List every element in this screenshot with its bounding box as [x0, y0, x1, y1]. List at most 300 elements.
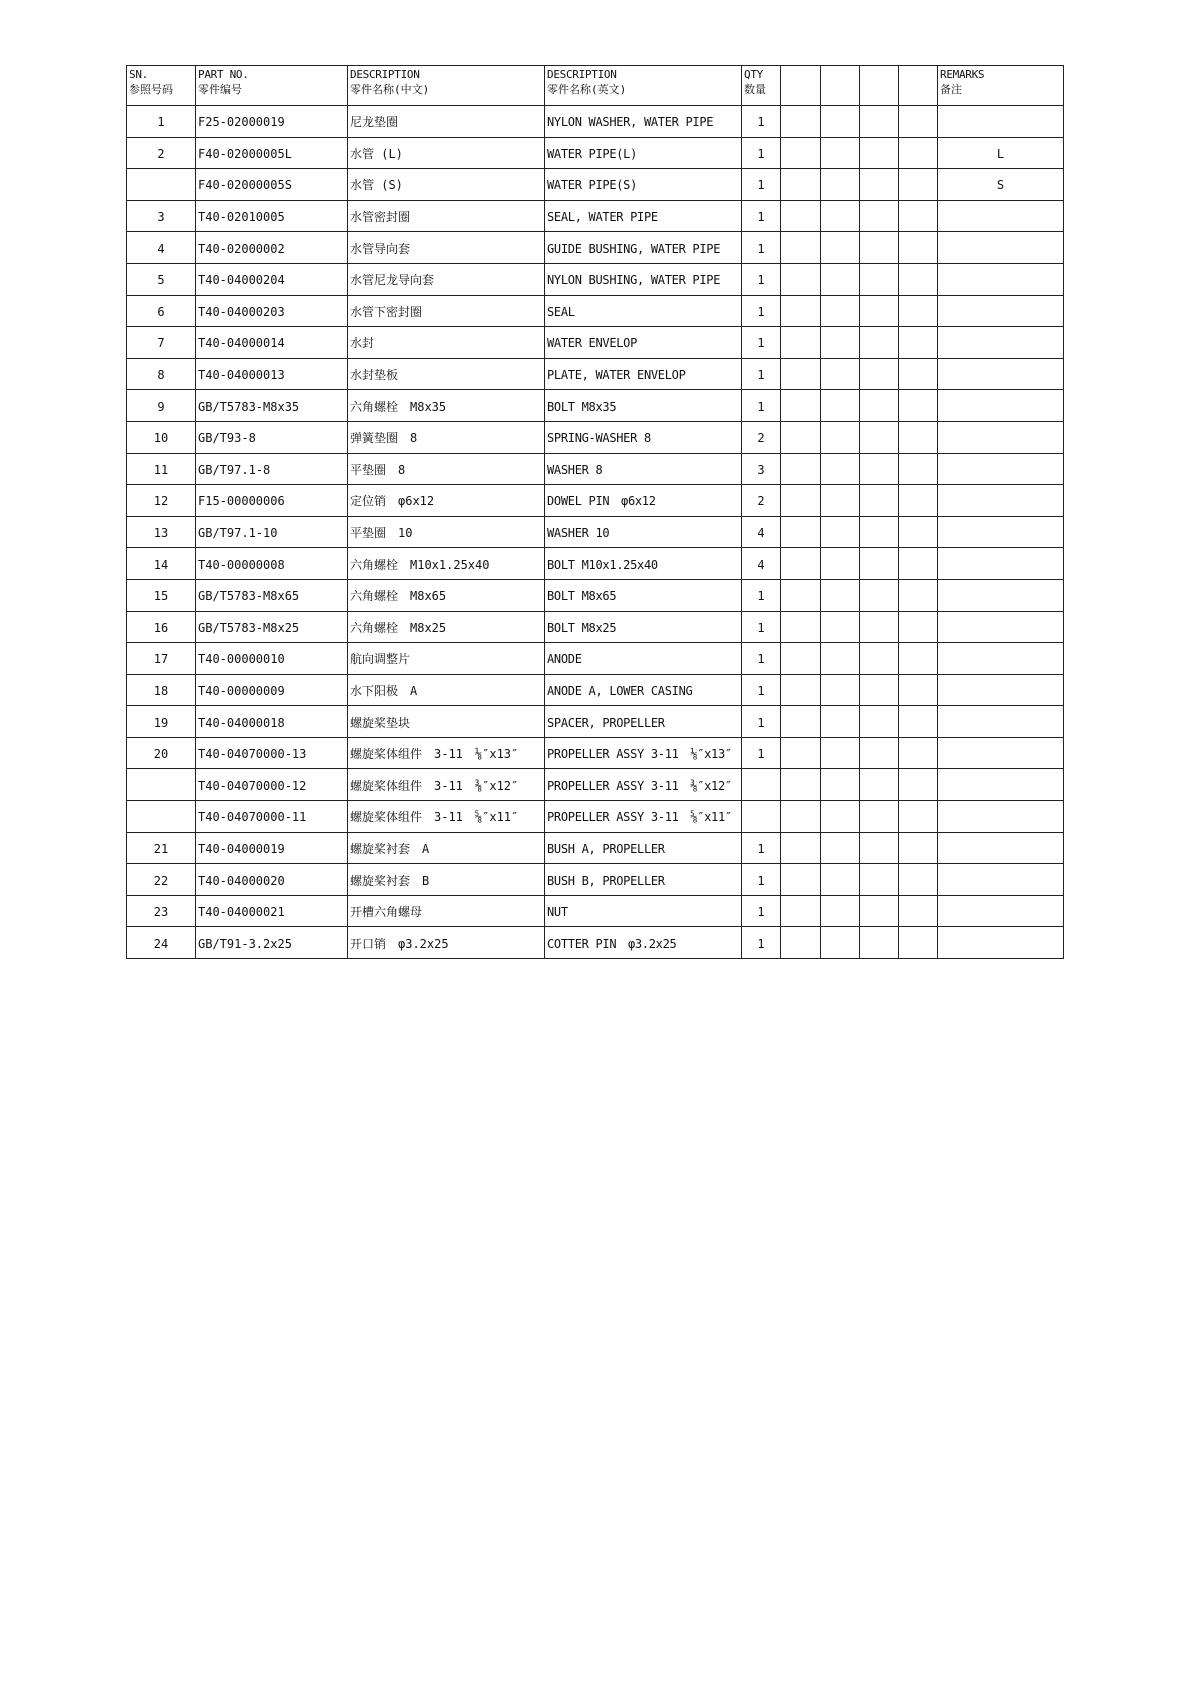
cell-qty: 2: [742, 421, 781, 453]
cell-desc-zh: 六角螺栓 M8x65: [348, 579, 545, 611]
cell-desc-zh: 开槽六角螺母: [348, 895, 545, 927]
cell-desc-en: SEAL, WATER PIPE: [545, 200, 742, 232]
cell-sn: 6: [127, 295, 196, 327]
cell-blank: [899, 327, 938, 359]
cell-blank: [821, 263, 860, 295]
cell-blank: [781, 485, 821, 517]
cell-blank: [781, 769, 821, 801]
table-row: [127, 327, 1064, 359]
cell-qty: 1: [742, 579, 781, 611]
cell-part-no: T40-04070000-12: [196, 769, 348, 801]
cell-desc-zh: 尼龙垫圈: [348, 106, 545, 138]
cell-desc-zh: 开口销 φ3.2x25: [348, 927, 545, 959]
cell-qty: [742, 801, 781, 833]
cell-blank: [781, 295, 821, 327]
header-desc-en: DESCRIPTION 零件名称(英文): [545, 66, 742, 106]
cell-blank: [821, 769, 860, 801]
cell-blank: [860, 737, 899, 769]
cell-desc-en: COTTER PIN φ3.2x25: [545, 927, 742, 959]
cell-blank: [899, 895, 938, 927]
cell-qty: 1: [742, 137, 781, 169]
table-row: [127, 769, 1064, 801]
parts-list-sheet: [126, 65, 1063, 959]
cell-part-no: T40-04070000-11: [196, 801, 348, 833]
cell-blank: [899, 737, 938, 769]
cell-blank: [860, 643, 899, 675]
cell-part-no: T40-04000204: [196, 263, 348, 295]
cell-blank: [860, 200, 899, 232]
cell-part-no: GB/T97.1-10: [196, 516, 348, 548]
cell-blank: [781, 169, 821, 201]
cell-blank: [821, 358, 860, 390]
cell-blank: [860, 801, 899, 833]
cell-qty: 1: [742, 200, 781, 232]
cell-desc-en: WATER PIPE(S): [545, 169, 742, 201]
table-row: [127, 453, 1064, 485]
cell-blank: [860, 769, 899, 801]
cell-blank: [821, 864, 860, 896]
cell-desc-zh: 平垫圈 10: [348, 516, 545, 548]
cell-blank: [821, 137, 860, 169]
cell-blank: [860, 895, 899, 927]
cell-qty: 1: [742, 169, 781, 201]
cell-blank: [821, 485, 860, 517]
cell-blank: [821, 169, 860, 201]
cell-sn: 5: [127, 263, 196, 295]
cell-qty: 1: [742, 358, 781, 390]
cell-desc-en: NYLON WASHER, WATER PIPE: [545, 106, 742, 138]
cell-blank: [821, 927, 860, 959]
cell-blank: [821, 106, 860, 138]
cell-desc-zh: 弹簧垫圈 8: [348, 421, 545, 453]
table-row: [127, 263, 1064, 295]
cell-desc-zh: 水管下密封圈: [348, 295, 545, 327]
table-row: [127, 611, 1064, 643]
cell-desc-en: WASHER 8: [545, 453, 742, 485]
cell-blank: [821, 611, 860, 643]
table-row: [127, 864, 1064, 896]
header-row: [127, 66, 1064, 106]
cell-blank: [781, 548, 821, 580]
cell-blank: [781, 106, 821, 138]
cell-blank: [860, 674, 899, 706]
cell-blank: [860, 927, 899, 959]
cell-part-no: T40-04070000-13: [196, 737, 348, 769]
cell-blank: [821, 737, 860, 769]
cell-part-no: GB/T5783-M8x65: [196, 579, 348, 611]
header-blank-2: [821, 66, 860, 106]
cell-qty: 1: [742, 232, 781, 264]
cell-qty: 4: [742, 548, 781, 580]
cell-blank: [821, 832, 860, 864]
cell-part-no: T40-04000021: [196, 895, 348, 927]
cell-desc-en: WATER ENVELOP: [545, 327, 742, 359]
cell-blank: [781, 390, 821, 422]
cell-qty: 1: [742, 737, 781, 769]
cell-blank: [781, 611, 821, 643]
cell-blank: [899, 390, 938, 422]
cell-remarks: [938, 927, 1064, 959]
cell-blank: [899, 106, 938, 138]
cell-qty: 2: [742, 485, 781, 517]
cell-part-no: T40-04000014: [196, 327, 348, 359]
cell-blank: [860, 832, 899, 864]
cell-blank: [860, 453, 899, 485]
cell-sn: 24: [127, 927, 196, 959]
cell-blank: [781, 453, 821, 485]
cell-blank: [821, 674, 860, 706]
cell-desc-en: ANODE: [545, 643, 742, 675]
cell-blank: [821, 295, 860, 327]
table-row: [127, 706, 1064, 738]
cell-blank: [781, 832, 821, 864]
cell-part-no: T40-04000020: [196, 864, 348, 896]
cell-desc-en: PROPELLER ASSY 3-11 ⅝″x11″: [545, 801, 742, 833]
cell-sn: 17: [127, 643, 196, 675]
cell-blank: [899, 927, 938, 959]
cell-sn: 10: [127, 421, 196, 453]
cell-sn: 11: [127, 453, 196, 485]
cell-sn: 9: [127, 390, 196, 422]
cell-blank: [821, 327, 860, 359]
cell-remarks: [938, 611, 1064, 643]
cell-blank: [781, 643, 821, 675]
table-row: [127, 169, 1064, 201]
cell-part-no: GB/T93-8: [196, 421, 348, 453]
cell-blank: [899, 706, 938, 738]
header-blank-3: [860, 66, 899, 106]
cell-part-no: GB/T5783-M8x25: [196, 611, 348, 643]
cell-desc-zh: 六角螺栓 M8x25: [348, 611, 545, 643]
cell-sn: [127, 769, 196, 801]
cell-remarks: [938, 516, 1064, 548]
cell-qty: 1: [742, 263, 781, 295]
table-row: [127, 358, 1064, 390]
table-row: [127, 390, 1064, 422]
cell-remarks: [938, 579, 1064, 611]
cell-sn: 21: [127, 832, 196, 864]
cell-qty: [742, 769, 781, 801]
cell-blank: [821, 453, 860, 485]
cell-qty: 1: [742, 106, 781, 138]
cell-blank: [899, 548, 938, 580]
cell-desc-zh: 水封垫板: [348, 358, 545, 390]
cell-sn: 19: [127, 706, 196, 738]
cell-sn: 15: [127, 579, 196, 611]
cell-blank: [899, 137, 938, 169]
cell-blank: [821, 706, 860, 738]
cell-blank: [899, 864, 938, 896]
table-body: [127, 106, 1064, 959]
table-row: [127, 674, 1064, 706]
cell-desc-zh: 定位销 φ6x12: [348, 485, 545, 517]
cell-desc-zh: 螺旋桨体组件 3-11 ⅝″x11″: [348, 801, 545, 833]
cell-desc-en: BOLT M8x25: [545, 611, 742, 643]
cell-remarks: [938, 548, 1064, 580]
cell-part-no: T40-00000010: [196, 643, 348, 675]
cell-part-no: T40-04000018: [196, 706, 348, 738]
cell-sn: 18: [127, 674, 196, 706]
table-row: [127, 421, 1064, 453]
table-row: [127, 295, 1064, 327]
cell-part-no: F40-02000005S: [196, 169, 348, 201]
cell-sn: 14: [127, 548, 196, 580]
cell-blank: [899, 295, 938, 327]
cell-sn: 2: [127, 137, 196, 169]
cell-desc-zh: 平垫圈 8: [348, 453, 545, 485]
header-blank-4: [899, 66, 938, 106]
cell-desc-zh: 六角螺栓 M8x35: [348, 390, 545, 422]
cell-remarks: [938, 421, 1064, 453]
cell-desc-en: SPRING-WASHER 8: [545, 421, 742, 453]
cell-blank: [860, 421, 899, 453]
cell-remarks: [938, 832, 1064, 864]
cell-remarks: [938, 106, 1064, 138]
cell-remarks: [938, 895, 1064, 927]
cell-qty: 1: [742, 611, 781, 643]
cell-blank: [781, 864, 821, 896]
header-sn: SN. 参照号码: [127, 66, 196, 106]
cell-blank: [821, 232, 860, 264]
cell-desc-zh: 水管尼龙导向套: [348, 263, 545, 295]
cell-desc-en: SEAL: [545, 295, 742, 327]
cell-desc-zh: 六角螺栓 M10x1.25x40: [348, 548, 545, 580]
cell-blank: [860, 169, 899, 201]
cell-sn: 1: [127, 106, 196, 138]
cell-blank: [899, 643, 938, 675]
cell-remarks: [938, 453, 1064, 485]
cell-blank: [781, 516, 821, 548]
cell-part-no: T40-02000002: [196, 232, 348, 264]
cell-blank: [860, 516, 899, 548]
cell-blank: [821, 801, 860, 833]
header-desc-zh: DESCRIPTION 零件名称(中文): [348, 66, 545, 106]
cell-desc-en: ANODE A, LOWER CASING: [545, 674, 742, 706]
cell-desc-en: GUIDE BUSHING, WATER PIPE: [545, 232, 742, 264]
cell-blank: [781, 137, 821, 169]
cell-sn: 23: [127, 895, 196, 927]
cell-remarks: [938, 263, 1064, 295]
cell-qty: 3: [742, 453, 781, 485]
cell-desc-zh: 水管密封圈: [348, 200, 545, 232]
table-row: [127, 516, 1064, 548]
cell-qty: 1: [742, 927, 781, 959]
cell-blank: [899, 516, 938, 548]
cell-part-no: T40-04000013: [196, 358, 348, 390]
table-row: [127, 737, 1064, 769]
cell-sn: 22: [127, 864, 196, 896]
cell-qty: 1: [742, 643, 781, 675]
table-row: [127, 232, 1064, 264]
cell-blank: [899, 611, 938, 643]
cell-sn: 4: [127, 232, 196, 264]
table-header: [127, 66, 1064, 106]
cell-part-no: F15-00000006: [196, 485, 348, 517]
cell-desc-en: BOLT M8x35: [545, 390, 742, 422]
cell-remarks: [938, 390, 1064, 422]
cell-blank: [781, 358, 821, 390]
cell-desc-en: PROPELLER ASSY 3-11 ⅜″x12″: [545, 769, 742, 801]
header-qty: QTY 数量: [742, 66, 781, 106]
cell-blank: [860, 485, 899, 517]
cell-qty: 1: [742, 864, 781, 896]
cell-blank: [860, 548, 899, 580]
cell-blank: [781, 674, 821, 706]
cell-qty: 1: [742, 327, 781, 359]
cell-sn: 16: [127, 611, 196, 643]
table-row: [127, 200, 1064, 232]
cell-sn: 3: [127, 200, 196, 232]
cell-part-no: T40-02010005: [196, 200, 348, 232]
cell-sn: 7: [127, 327, 196, 359]
cell-blank: [781, 327, 821, 359]
cell-blank: [899, 832, 938, 864]
cell-qty: 1: [742, 390, 781, 422]
cell-desc-zh: 螺旋桨体组件 3-11 ⅛″x13″: [348, 737, 545, 769]
cell-sn: 20: [127, 737, 196, 769]
cell-desc-zh: 螺旋桨体组件 3-11 ⅜″x12″: [348, 769, 545, 801]
cell-desc-en: NYLON BUSHING, WATER PIPE: [545, 263, 742, 295]
cell-desc-zh: 螺旋桨衬套 A: [348, 832, 545, 864]
cell-remarks: [938, 706, 1064, 738]
table-row: [127, 927, 1064, 959]
cell-blank: [899, 263, 938, 295]
cell-desc-en: WASHER 10: [545, 516, 742, 548]
cell-blank: [860, 232, 899, 264]
cell-part-no: T40-04000203: [196, 295, 348, 327]
cell-remarks: [938, 737, 1064, 769]
cell-qty: 1: [742, 295, 781, 327]
cell-remarks: [938, 295, 1064, 327]
header-remarks: REMARKS 备注: [938, 66, 1064, 106]
cell-desc-en: BUSH B, PROPELLER: [545, 864, 742, 896]
cell-remarks: [938, 864, 1064, 896]
cell-sn: 13: [127, 516, 196, 548]
cell-blank: [860, 327, 899, 359]
cell-part-no: F40-02000005L: [196, 137, 348, 169]
cell-remarks: [938, 643, 1064, 675]
cell-desc-en: SPACER, PROPELLER: [545, 706, 742, 738]
table-row: [127, 643, 1064, 675]
cell-sn: 12: [127, 485, 196, 517]
cell-blank: [781, 737, 821, 769]
cell-part-no: GB/T97.1-8: [196, 453, 348, 485]
parts-table: [126, 65, 1064, 959]
cell-desc-zh: 水下阳极 A: [348, 674, 545, 706]
cell-desc-en: BOLT M8x65: [545, 579, 742, 611]
cell-blank: [860, 137, 899, 169]
cell-blank: [781, 801, 821, 833]
cell-remarks: [938, 358, 1064, 390]
cell-qty: 1: [742, 674, 781, 706]
table-row: [127, 801, 1064, 833]
cell-desc-en: PLATE, WATER ENVELOP: [545, 358, 742, 390]
cell-part-no: F25-02000019: [196, 106, 348, 138]
cell-desc-en: BUSH A, PROPELLER: [545, 832, 742, 864]
cell-blank: [899, 769, 938, 801]
table-row: [127, 106, 1064, 138]
cell-blank: [821, 579, 860, 611]
cell-desc-en: PROPELLER ASSY 3-11 ⅛″x13″: [545, 737, 742, 769]
cell-blank: [899, 579, 938, 611]
cell-blank: [899, 200, 938, 232]
cell-qty: 1: [742, 895, 781, 927]
cell-qty: 1: [742, 832, 781, 864]
cell-remarks: [938, 769, 1064, 801]
cell-desc-zh: 航向调整片: [348, 643, 545, 675]
cell-part-no: T40-00000008: [196, 548, 348, 580]
cell-sn: 8: [127, 358, 196, 390]
cell-desc-zh: 螺旋桨垫块: [348, 706, 545, 738]
cell-blank: [899, 674, 938, 706]
header-part-no: PART NO. 零件编号: [196, 66, 348, 106]
cell-blank: [899, 801, 938, 833]
cell-blank: [821, 516, 860, 548]
cell-blank: [821, 548, 860, 580]
cell-blank: [860, 706, 899, 738]
cell-blank: [860, 864, 899, 896]
cell-part-no: T40-00000009: [196, 674, 348, 706]
cell-blank: [821, 390, 860, 422]
cell-blank: [781, 895, 821, 927]
cell-blank: [860, 263, 899, 295]
cell-blank: [781, 421, 821, 453]
table-row: [127, 137, 1064, 169]
cell-blank: [899, 232, 938, 264]
cell-remarks: [938, 200, 1064, 232]
cell-remarks: L: [938, 137, 1064, 169]
cell-part-no: GB/T91-3.2x25: [196, 927, 348, 959]
cell-blank: [781, 232, 821, 264]
cell-remarks: [938, 232, 1064, 264]
cell-blank: [781, 263, 821, 295]
cell-blank: [899, 358, 938, 390]
cell-remarks: [938, 674, 1064, 706]
cell-sn: [127, 801, 196, 833]
cell-desc-en: DOWEL PIN φ6x12: [545, 485, 742, 517]
cell-part-no: GB/T5783-M8x35: [196, 390, 348, 422]
cell-remarks: [938, 801, 1064, 833]
cell-blank: [899, 169, 938, 201]
cell-blank: [821, 200, 860, 232]
cell-qty: 1: [742, 706, 781, 738]
cell-blank: [781, 706, 821, 738]
table-row: [127, 579, 1064, 611]
table-row: [127, 485, 1064, 517]
table-row: [127, 548, 1064, 580]
header-blank-1: [781, 66, 821, 106]
cell-blank: [781, 579, 821, 611]
cell-desc-en: BOLT M10x1.25x40: [545, 548, 742, 580]
cell-desc-zh: 水管 (L): [348, 137, 545, 169]
cell-qty: 4: [742, 516, 781, 548]
cell-desc-zh: 水管 (S): [348, 169, 545, 201]
cell-blank: [821, 895, 860, 927]
cell-blank: [899, 485, 938, 517]
cell-desc-zh: 水封: [348, 327, 545, 359]
cell-blank: [860, 295, 899, 327]
table-row: [127, 895, 1064, 927]
cell-blank: [821, 421, 860, 453]
cell-blank: [899, 453, 938, 485]
table-row: [127, 832, 1064, 864]
cell-remarks: [938, 327, 1064, 359]
cell-blank: [781, 200, 821, 232]
cell-remarks: [938, 485, 1064, 517]
cell-desc-en: NUT: [545, 895, 742, 927]
cell-desc-zh: 螺旋桨衬套 B: [348, 864, 545, 896]
cell-desc-zh: 水管导向套: [348, 232, 545, 264]
